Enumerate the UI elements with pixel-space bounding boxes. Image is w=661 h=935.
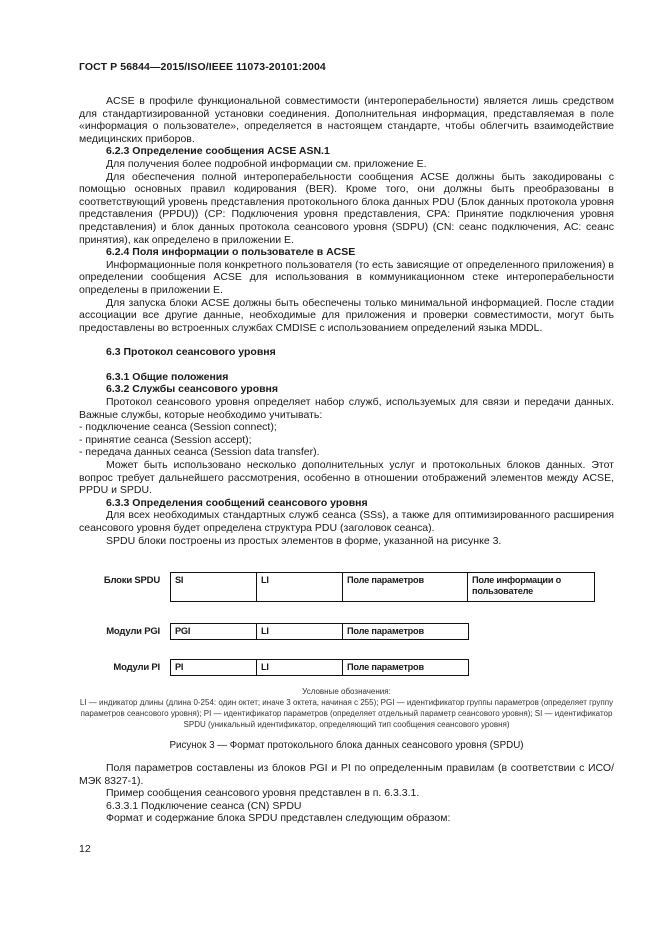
- figure-caption: Рисунок 3 — Формат протокольного блока данных сеансового уровня (SPDU): [169, 740, 524, 751]
- paragraph: Протокол сеансового уровня определяет набор служб, используемых для связи и передачи данных. Важные службы, которые необходимо учитывать:: [79, 396, 614, 421]
- legend-title: Условные обозначения:: [302, 687, 391, 696]
- cell-parameters: Поле параметров: [347, 662, 424, 672]
- paragraph: Для всех необходимых стандартных служб сеанса (SSs), а также для оптимизированного расширения сеансового уровня будет определена структура PDU (заголовок сеанса).: [79, 509, 614, 534]
- paragraph: Поля параметров составлены из блоков PGI и PI по определенным правилам (в соответствии с ИСО/МЭК 8327-1).: [79, 762, 614, 787]
- cell-li: LI: [257, 660, 343, 675]
- paragraph: Информационные поля конкретного пользователя (то есть зависящие от определенного приложения) в определении сообщения ACSE для использования в коммуникационном стеке интероперабельности определены в приложении E.: [79, 258, 614, 296]
- pi-row: [170, 659, 469, 676]
- cell-li: LI: [257, 573, 343, 601]
- section-heading: 6.2.3 Определение сообщения ACSE ASN.1: [106, 145, 330, 158]
- spdu-row: [170, 572, 595, 602]
- figure-legend: [79, 686, 614, 730]
- section-heading: 6.3.3 Определения сообщений сеансового уровня: [106, 496, 368, 509]
- section-heading: 6.3.2 Службы сеансового уровня: [106, 383, 279, 396]
- cell-parameters: Поле параметров: [347, 626, 424, 636]
- cell-pgi: PGI: [171, 624, 257, 639]
- cell-user-info: Поле информации о пользователе: [472, 575, 562, 596]
- paragraph: 6.3.3.1 Подключение сеанса (CN) SPDU: [106, 799, 302, 812]
- paragraph: ACSE в профиле функциональной совместимости (интероперабельности) является лишь средством для стандартизированной установки соединения. Дополнительная информация, представляемая в поле «информация о пользователе», определяется в настоящем стандарте, чтобы облегчить взаимодействие медицинских приборов.: [79, 95, 614, 145]
- pgi-row: [170, 623, 469, 640]
- list-item: - передача данных сеанса (Session data transfer).: [79, 446, 320, 459]
- legend-text: LI — индикатор длины (длина 0-254: один октет; иначе 3 октета, начиная с 255); PGI — идентификатор группы параметров (определяет группу параметров сеансового уровня); PI — идентификатор параметров (определяет отдельный параметр сеансового уровня); SI — идентификатор SPDU (уникальный идентификатор, определяющий тип сообщения сеансового уровня): [79, 698, 614, 729]
- cell-parameters: Поле параметров: [343, 573, 468, 601]
- list-item: - принятие сеанса (Session accept);: [79, 433, 252, 446]
- page-number: 12: [79, 843, 91, 855]
- paragraph: Для получения более подробной информации см. приложение E.: [106, 157, 427, 170]
- cell-li: LI: [257, 624, 343, 639]
- paragraph: Пример сообщения сеансового уровня представлен в п. 6.3.3.1.: [106, 787, 420, 800]
- text-after-figure: [79, 762, 614, 825]
- document-header: ГОСТ Р 56844—2015/ISO/IEEE 11073-20101:2004: [79, 61, 326, 73]
- row-label-spdu: Блоки SPDU: [103, 575, 160, 586]
- section-heading: 6.3.1 Общие положения: [106, 370, 229, 383]
- cell-si: SI: [171, 573, 257, 601]
- cell-pi: PI: [171, 660, 257, 675]
- paragraph: Для запуска блоки ACSE должны быть обеспечены только минимальной информацией. После стадии ассоциации все другие данные, необходимые для приложения и проверки совместимости, могут быть предоставлены во встроенных службах CMDISE с использованием определений языка MDDL.: [79, 296, 614, 334]
- main-text: [79, 95, 614, 547]
- row-label-pi: Модули PI: [113, 662, 160, 673]
- row-label-pgi: Модули PGI: [106, 626, 160, 637]
- paragraph: Может быть использовано несколько дополнительных услуг и протокольных блоков данных. Этот вопрос требует дальнейшего рассмотрения, особенно в отношении отображений элементов между ACSE, PPDU и SPDU.: [79, 459, 614, 497]
- list-item: - подключение сеанса (Session connect);: [79, 421, 277, 434]
- section-heading: 6.3 Протокол сеансового уровня: [106, 346, 276, 359]
- paragraph: Для обеспечения полной интероперабельности сообщения ACSE должны быть закодированы с помощью основных правил кодирования (BER). Кроме того, они должны быть преобразованы в соответствующий уровень представления протокольного блока данных PDU (Блок данных протокола уровня представления (PPDU)) (CP: Подключения уровня представления, CPA: Принятие подключения уровня представления) и блок данных протокола сеансового уровня (SDPU) (CN: сеанс подключения, AC: сеанс принятия), как определено в приложении E.: [79, 170, 614, 246]
- paragraph: SPDU блоки построены из простых элементов в форме, указанной на рисунке 3.: [106, 534, 502, 547]
- section-heading: 6.2.4 Поля информации о пользователе в ACSE: [106, 246, 356, 259]
- paragraph: Формат и содержание блока SPDU представлен следующим образом:: [106, 812, 451, 825]
